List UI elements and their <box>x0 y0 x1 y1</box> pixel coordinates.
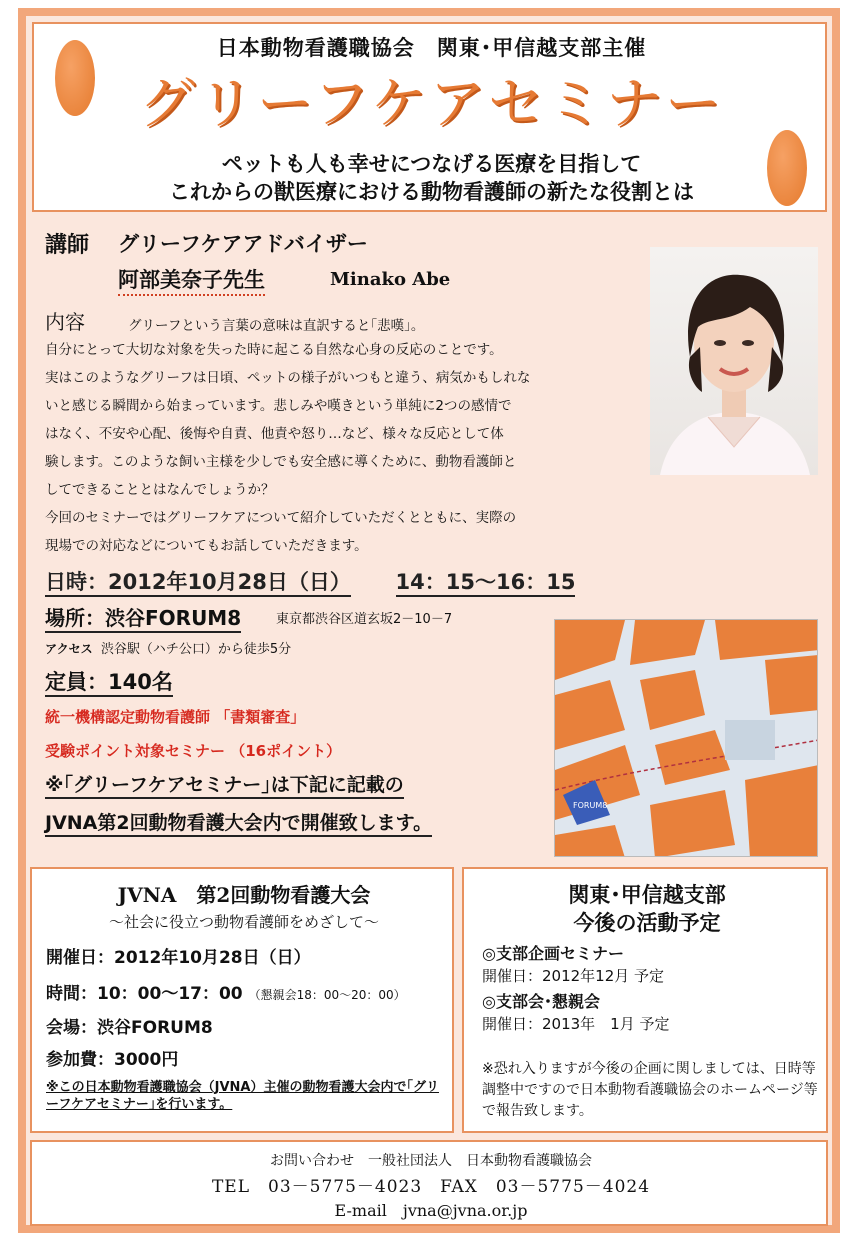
event-address: 東京都渋谷区道玄坂2－10－7 <box>276 612 453 627</box>
jvna-date: 開催日：2012年10月28日（日） <box>46 948 311 968</box>
content-line: はなく、不安や心配、後悔や自責、他責や怒り…など、様々な反応として体 <box>45 426 504 442</box>
jvna-subtitle: ～社会に役立つ動物看護師をめざして～ <box>108 913 379 931</box>
lecturer-photo <box>650 247 818 475</box>
branch-schedule-box <box>462 867 828 1133</box>
notice-line-2 <box>45 808 432 835</box>
jvna-fee: 参加費：3000円 <box>46 1050 179 1070</box>
jvna-time <box>46 979 406 1004</box>
jvna-title: JVNA 第2回動物看護大会 <box>117 883 371 907</box>
contact-box <box>30 1140 828 1226</box>
event-place <box>45 602 241 631</box>
points-note: 受験ポイント対象セミナー （16ポイント） <box>45 742 342 760</box>
jvna-time-text: 時間：10：00～17：00 <box>46 984 243 1004</box>
svg-text:FORUM8: FORUM8 <box>573 801 608 810</box>
content-line: 実はこのようなグリーフは日頃、ペットの様子がいつもと違う、病気かもしれな <box>45 370 531 386</box>
notice-line-1-text: ※｢グリーフケアセミナー｣は下記に記載の <box>45 774 404 799</box>
tagline-2: これからの獣医療における動物看護師の新たな役割とは <box>169 180 694 204</box>
organizer: 日本動物看護職協会 関東･甲信越支部主催 <box>216 36 647 60</box>
lecturer-title: グリーフケアアドバイザー <box>118 232 368 256</box>
contact-phone-fax: TEL 03－5775－4023 FAX 03－5775－4024 <box>211 1177 651 1197</box>
header-box <box>32 22 827 212</box>
event-place-text: 場所：渋谷FORUM8 <box>45 606 241 633</box>
capacity-text: 定員：140名 <box>45 670 173 697</box>
branch-subtitle: 今後の活動予定 <box>573 911 721 935</box>
lecturer-name: 阿部美奈子先生 <box>118 264 265 296</box>
content-line: いと感じる瞬間から始まっています。悲しみや嘆きという単純に2つの感情で <box>45 398 512 414</box>
event-time: 14：15～16：15 <box>396 570 576 597</box>
map-image <box>555 620 818 857</box>
seminar-title: グリーフケアセミナー <box>139 72 724 137</box>
tagline-1: ペットも人も幸せにつなげる医療を目指して <box>221 152 642 176</box>
jvna-note: ※この日本動物看護職協会（JVNA）主催の動物看護大会内で｢グリーフケアセミナー｣を行います。 <box>46 1080 439 1112</box>
jvna-time-note: （懇親会18：00～20：00） <box>248 988 406 1002</box>
certification-note: 統一機構認定動物看護師 「書類審査」 <box>45 708 306 726</box>
content-label: 内容 <box>45 310 85 334</box>
content-line: 今回のセミナーではグリーフケアについて紹介していただくとともに、実際の <box>45 510 517 526</box>
content-line: 自分にとって大切な対象を失った時に起こる自然な心身の反応のことです。 <box>45 342 503 358</box>
content-line: 験します。このような飼い主様を少しでも安全感に導くために、動物看護師と <box>45 454 517 470</box>
lecturer-label: 講師 <box>45 233 90 258</box>
notice-line-2-text: JVNA第2回動物看護大会内で開催致します。 <box>45 812 432 837</box>
branch-note: ※恐れ入りますが今後の企画に関しましては、日時等調整中ですので日本動物看護職協会のホームページ等で報告致します。 <box>482 1061 818 1119</box>
branch-date-seminar: 開催日：2012年12月 予定 <box>482 967 665 985</box>
contact-org: お問い合わせ 一般社団法人 日本動物看護職協会 <box>270 1153 592 1169</box>
branch-title: 関東･甲信越支部 <box>568 883 726 907</box>
content-first-line: グリーフという言葉の意味は直訳すると｢悲嘆｣。 <box>128 318 425 334</box>
access-map <box>554 619 818 857</box>
lecturer-romaji: Minako Abe <box>330 269 451 290</box>
capacity <box>45 666 173 696</box>
branch-item-seminar: ◎支部企画セミナー <box>482 944 624 963</box>
branch-date-meeting: 開催日：2013年 1月 予定 <box>482 1015 670 1033</box>
event-date: 日時：2012年10月28日（日） <box>45 570 351 597</box>
jvna-venue: 会場：渋谷FORUM8 <box>46 1018 213 1038</box>
access-info <box>45 638 291 657</box>
portrait-image <box>650 247 818 475</box>
content-line: 現場での対応などについてもお話していただきます。 <box>45 538 368 554</box>
access-label: アクセス <box>45 642 93 656</box>
notice-line-1 <box>45 770 404 797</box>
contact-email: E-mail jvna@jvna.or.jp <box>334 1201 528 1220</box>
jvna-conference-box <box>30 867 454 1133</box>
event-datetime <box>45 566 575 596</box>
access-text: 渋谷駅（ハチ公口）から徒歩5分 <box>100 642 292 657</box>
content-line: してできることとはなんでしょうか？ <box>45 482 275 498</box>
branch-item-meeting: ◎支部会･懇親会 <box>482 992 600 1011</box>
main-section <box>30 214 828 862</box>
